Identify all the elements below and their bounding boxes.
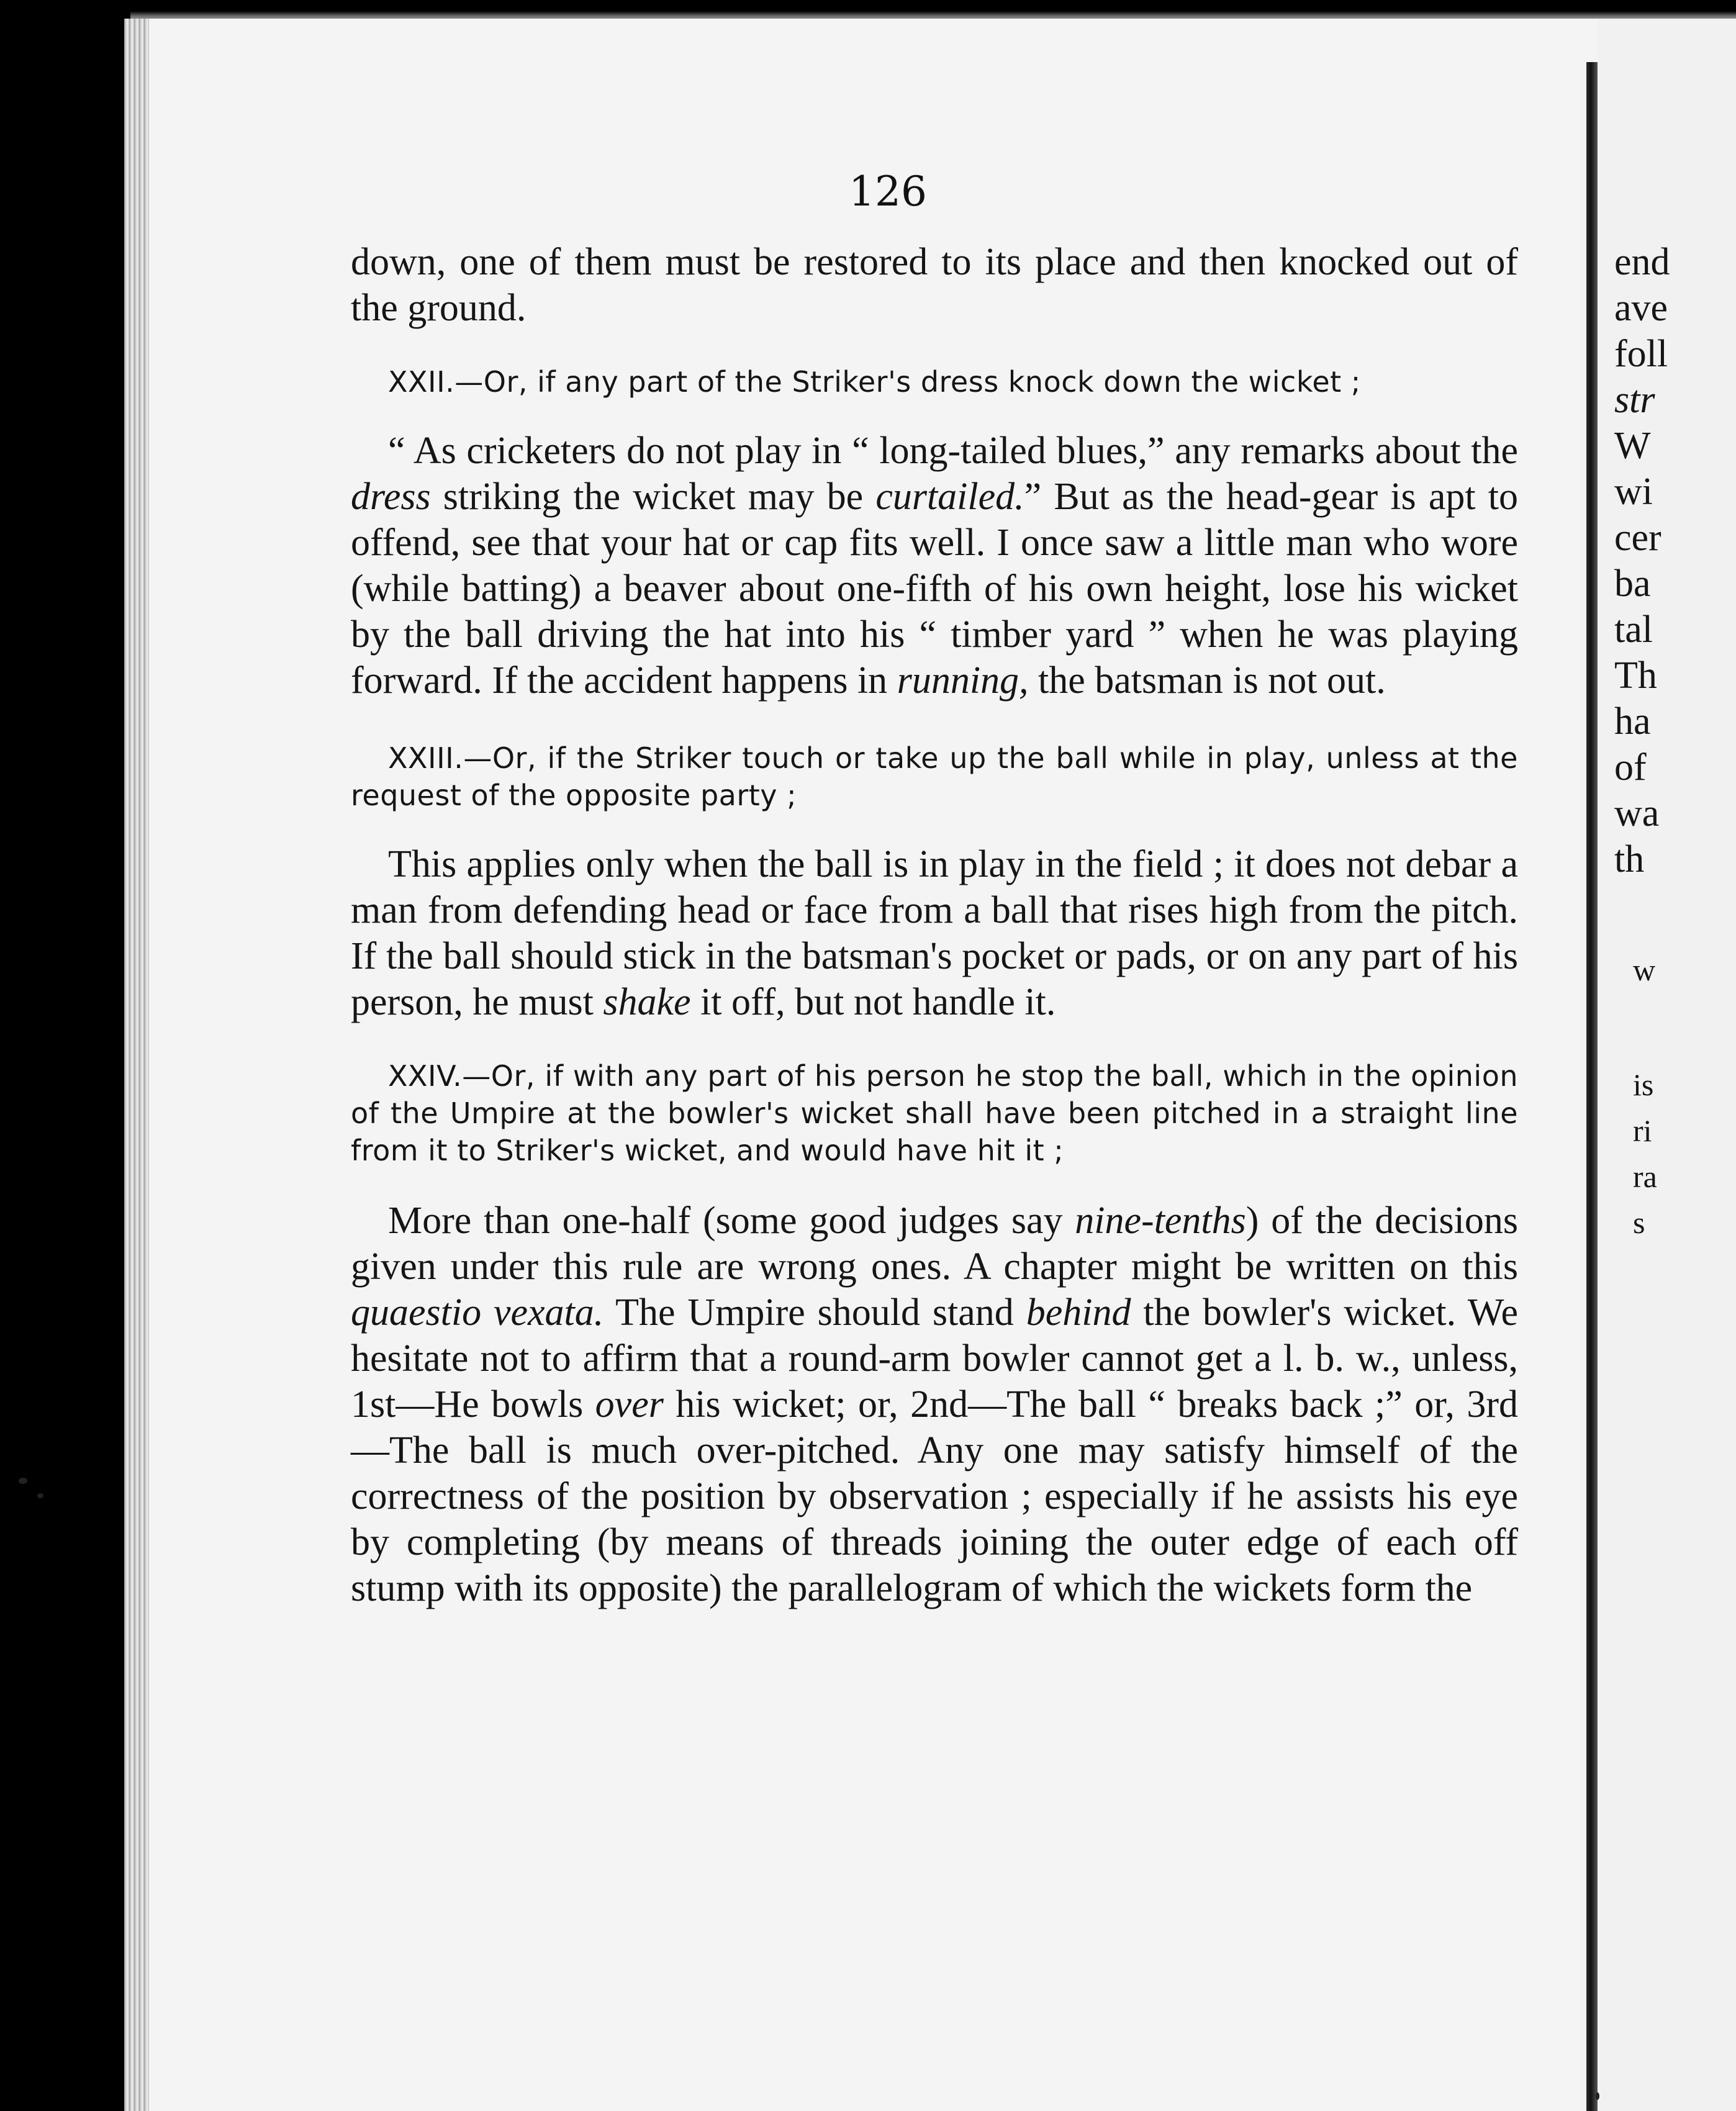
facing-page-fragment: cer	[1614, 517, 1661, 559]
facing-page-fragment: of	[1614, 746, 1647, 789]
paragraph-gap	[351, 331, 1518, 363]
paragraph-gap	[351, 1025, 1518, 1057]
paragraph-text: the bowler's wicket. We hesitate not to affirm that a round-arm bowler cannot get a l. b. w., unless, 1st—He bowls	[351, 1291, 1518, 1426]
paragraph-text: ” But as the head-gear is apt to offend, see that your hat or cap fits well. I once saw a little man who wore (while batting) a beaver about one-fifth of his own height, lose his wicket by the ball driving the hat into his “ timber yard ” when he was playing forward. If the accident happens in	[351, 476, 1518, 702]
paragraph-text: This applies only when the ball is in play in the field ; it does not debar a man from defending head or face from a ball that rises high from the pitch. If the ball should stick in the batsman's pocket or pads, or on any part of his person, he must	[351, 843, 1518, 1023]
facing-page-fragment: ha	[1614, 700, 1651, 743]
paragraph-text: ) of the decisions given under this rule are wrong ones. A chapter might be written on this	[351, 1200, 1519, 1288]
paragraph-gap	[351, 400, 1518, 428]
law-text	[351, 739, 1518, 814]
paragraph-text: his wicket; or, 2nd—The ball “ breaks back ;” or, 3rd—The ball is much over-pitched. Any one may satisfy himself of the correctness of the position by observation ; especially if he assists his eye by completing (by means of threads joining the outer edge of each off stump with its opposite) the parallelogram of which the wickets form the	[351, 1383, 1518, 1609]
book-gutter	[1586, 62, 1598, 2111]
paragraph-gap	[351, 703, 1518, 739]
facing-page-fragment: wa	[1614, 792, 1660, 834]
italic-phrase: dress	[351, 476, 431, 518]
paragraph-text: XXIV.—Or, if with any part of his person he stop the ball, which in the opinion of the Umpire at the bowler's wicket shall have been pitched in a straight line from it to Striker's wicket, and would have hit it ;	[351, 1059, 1518, 1167]
paragraph-text: XXIII.—Or, if the Striker touch or take up the ball while in play, unless at the request of the opposite party ;	[351, 741, 1518, 812]
italic-phrase: nine-tenths	[1075, 1200, 1246, 1242]
scan-speck	[19, 1478, 27, 1484]
italic-phrase: over	[595, 1383, 664, 1426]
law-text	[351, 1057, 1518, 1169]
facing-page-fragment: w	[1633, 952, 1656, 987]
commentary-paragraph	[351, 1198, 1518, 1611]
commentary-paragraph	[351, 239, 1518, 331]
facing-page-fragment: th	[1614, 838, 1645, 880]
paragraph-text: down, one of them must be restored to its place and then knocked out of the ground.	[351, 241, 1518, 329]
facing-page-fragment: Th	[1614, 654, 1657, 697]
commentary-paragraph	[351, 428, 1518, 703]
paragraph-text: striking the wicket may be	[430, 476, 876, 518]
scan-speck	[37, 1493, 43, 1498]
facing-page-fragment: W	[1614, 425, 1651, 467]
italic-phrase: running,	[897, 659, 1029, 702]
facing-page-fragment: s	[1633, 1205, 1645, 1240]
paragraph-text: “ As cricketers do not play in “ long-tailed blues,” any remarks about the	[388, 430, 1518, 472]
paragraph-text: the batsman is not out.	[1028, 659, 1386, 702]
paragraph-text: The Umpire should stand	[604, 1291, 1026, 1334]
page-number: 126	[849, 168, 927, 215]
italic-phrase: behind	[1026, 1291, 1131, 1334]
paragraph-text: XXII.—Or, if any part of the Striker's dress knock down the wicket ;	[388, 365, 1361, 399]
page-text	[351, 239, 1518, 1611]
facing-page-fragment: ri	[1633, 1113, 1652, 1148]
commentary-paragraph	[351, 841, 1518, 1025]
italic-phrase: shake	[603, 981, 691, 1023]
law-text	[351, 363, 1518, 400]
facing-page-fragment: tal	[1614, 608, 1653, 651]
facing-page-fragment: ba	[1614, 563, 1651, 605]
paragraph-gap	[351, 814, 1518, 841]
facing-page-fragment: ra	[1633, 1159, 1657, 1194]
scan-speck	[1596, 2092, 1599, 2100]
paragraph-gap	[351, 1169, 1518, 1198]
facing-page-fragment: wi	[1614, 471, 1653, 513]
facing-page-fragment: foll	[1614, 333, 1668, 375]
page-edges	[124, 19, 149, 2111]
paragraph-text: More than one-half (some good judges say	[388, 1200, 1075, 1242]
facing-page-fragment: str	[1614, 379, 1655, 421]
facing-page-fragment: ave	[1614, 287, 1668, 329]
facing-page-fragment: is	[1633, 1067, 1654, 1102]
paragraph-text: it off, but not handle it.	[690, 981, 1056, 1023]
italic-phrase: quaestio vexata.	[351, 1291, 604, 1334]
facing-page-fragment: end	[1614, 241, 1670, 283]
italic-phrase: curtailed.	[875, 476, 1024, 518]
